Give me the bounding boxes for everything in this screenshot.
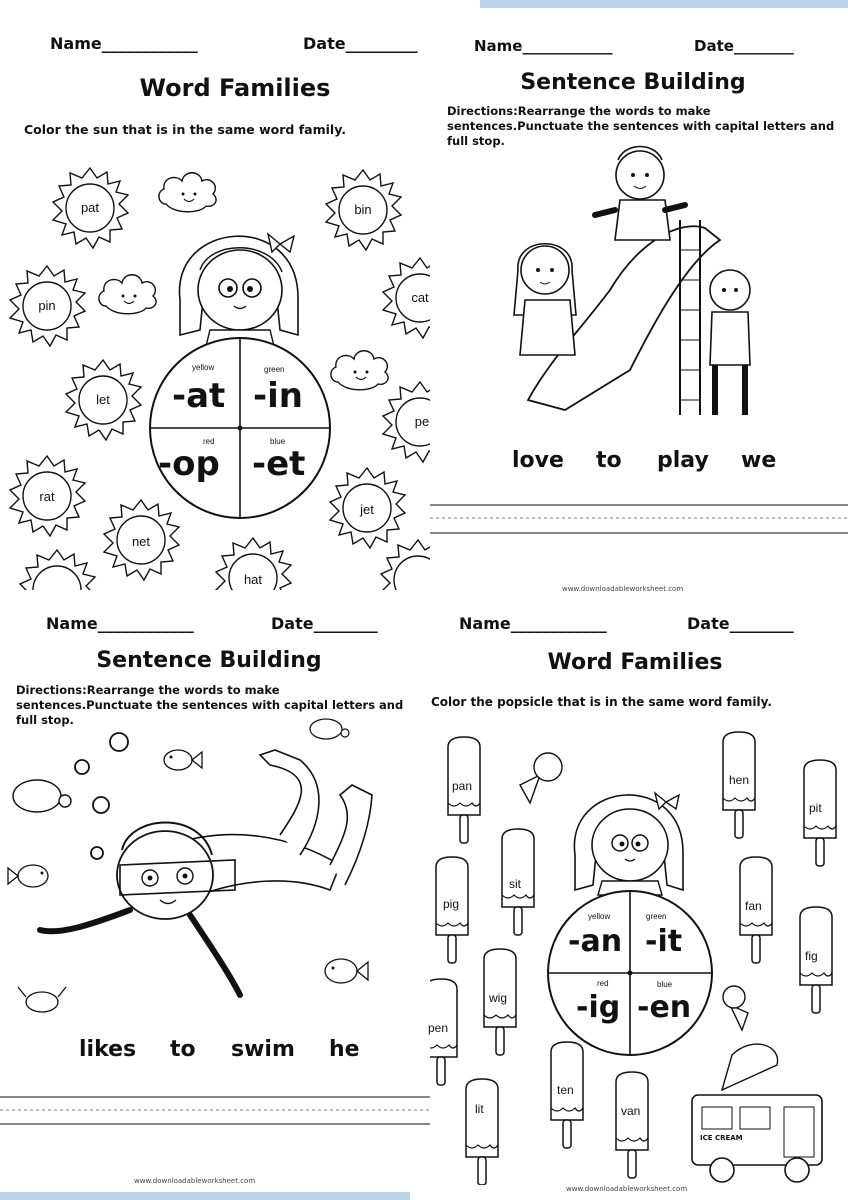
sun-label[interactable]: rat — [39, 489, 55, 504]
sun-label[interactable]: cat — [411, 290, 429, 305]
popsicle-label[interactable]: hen — [729, 773, 750, 787]
popsicle-label[interactable]: pan — [452, 779, 473, 793]
wheel-color-label: blue — [270, 437, 286, 446]
q3-name-field[interactable]: Name____________ — [46, 614, 194, 633]
sun-label[interactable]: bin — [354, 202, 372, 217]
q4-title: Word Families — [547, 650, 723, 675]
sentence-word[interactable]: play — [657, 448, 709, 473]
wheel-color-label: yellow — [192, 363, 215, 372]
sun-label[interactable]: pat — [80, 200, 100, 215]
sentence-word[interactable]: to — [170, 1037, 196, 1062]
q3-writing-lines[interactable] — [0, 1092, 430, 1132]
q1-title: Word Families — [139, 74, 331, 102]
q4-name-field[interactable]: Name____________ — [459, 614, 607, 633]
popsicle-label[interactable]: ten — [557, 1083, 574, 1097]
bottom-accent-bar — [0, 1192, 410, 1200]
wheel-color-label: blue — [657, 980, 673, 989]
q3-title: Sentence Building — [96, 648, 322, 673]
sun-label[interactable]: net — [131, 534, 151, 549]
popsicle-label[interactable]: fan — [745, 899, 762, 913]
popsicle-label[interactable]: pig — [443, 897, 460, 911]
wheel-color-label: green — [264, 365, 285, 374]
sun-label[interactable]: let — [96, 392, 110, 407]
q2-instruction: Directions:Rearrange the words to make sentences.Punctuate the sentences with capital letters and full stop. — [447, 104, 835, 148]
wheel-ending: -en — [637, 990, 692, 1025]
popsicle-label[interactable]: pit — [809, 801, 822, 815]
wheel-color-label: red — [597, 979, 609, 988]
sentence-word[interactable]: we — [741, 448, 777, 473]
sentence-word[interactable]: swim — [231, 1037, 295, 1062]
popsicle-label[interactable]: lit — [475, 1102, 484, 1116]
q1-date-field[interactable]: Date_________ — [303, 34, 418, 53]
wheel-color-label: green — [646, 912, 667, 921]
q2-title: Sentence Building — [520, 70, 746, 95]
sun-label[interactable]: jet — [360, 502, 374, 517]
q2-name-field[interactable]: Name____________ — [474, 37, 613, 55]
popsicle-label[interactable]: sit — [509, 877, 521, 891]
top-accent-bar — [480, 0, 848, 8]
sentence-word[interactable]: he — [329, 1037, 360, 1062]
wheel-color-label: red — [203, 437, 215, 446]
q3-date-field[interactable]: Date________ — [271, 614, 378, 633]
wheel-ending: -ig — [576, 990, 621, 1025]
wheel-ending: -at — [172, 376, 226, 416]
sun-label[interactable]: hat — [243, 572, 263, 587]
popsicle-label[interactable]: wig — [489, 991, 508, 1005]
wheel-ending: -an — [568, 924, 623, 959]
q4-footer: www.downloadableworksheet.com — [566, 1185, 688, 1193]
q4-date-field[interactable]: Date________ — [687, 614, 794, 633]
sun-label[interactable]: pin — [38, 298, 56, 313]
wheel-color-label: yellow — [588, 912, 611, 921]
sun-label[interactable]: pe — [414, 414, 430, 429]
wheel-ending: -in — [253, 376, 303, 416]
q3-footer: www.downloadableworksheet.com — [134, 1177, 256, 1185]
sentence-word[interactable]: likes — [79, 1037, 137, 1062]
q2-date-field[interactable]: Date________ — [694, 37, 794, 55]
popsicle-label[interactable]: pen — [428, 1021, 449, 1035]
q1-name-field[interactable]: Name____________ — [50, 34, 198, 53]
q4-instruction: Color the popsicle that is in the same word family. — [431, 695, 772, 709]
wheel-ending: -op — [158, 444, 220, 484]
q1-instruction: Color the sun that is in the same word family. — [24, 122, 346, 137]
popsicle-label[interactable]: van — [621, 1104, 641, 1118]
popsicle-label[interactable]: fig — [805, 949, 818, 963]
sentence-word[interactable]: love — [512, 448, 564, 473]
wheel-ending: -et — [252, 444, 306, 484]
sentence-word[interactable]: to — [596, 448, 622, 473]
truck-label: ICE CREAM — [700, 1134, 743, 1142]
wheel-ending: -it — [645, 924, 683, 959]
q3-instruction: Directions:Rearrange the words to make sentences.Punctuate the sentences with capital letters and full stop. — [16, 683, 404, 727]
q2-footer: www.downloadableworksheet.com — [562, 585, 684, 593]
q2-writing-lines[interactable] — [430, 500, 848, 540]
kids-slide-illustration — [490, 140, 780, 430]
swimmer-illustration — [0, 715, 430, 1025]
